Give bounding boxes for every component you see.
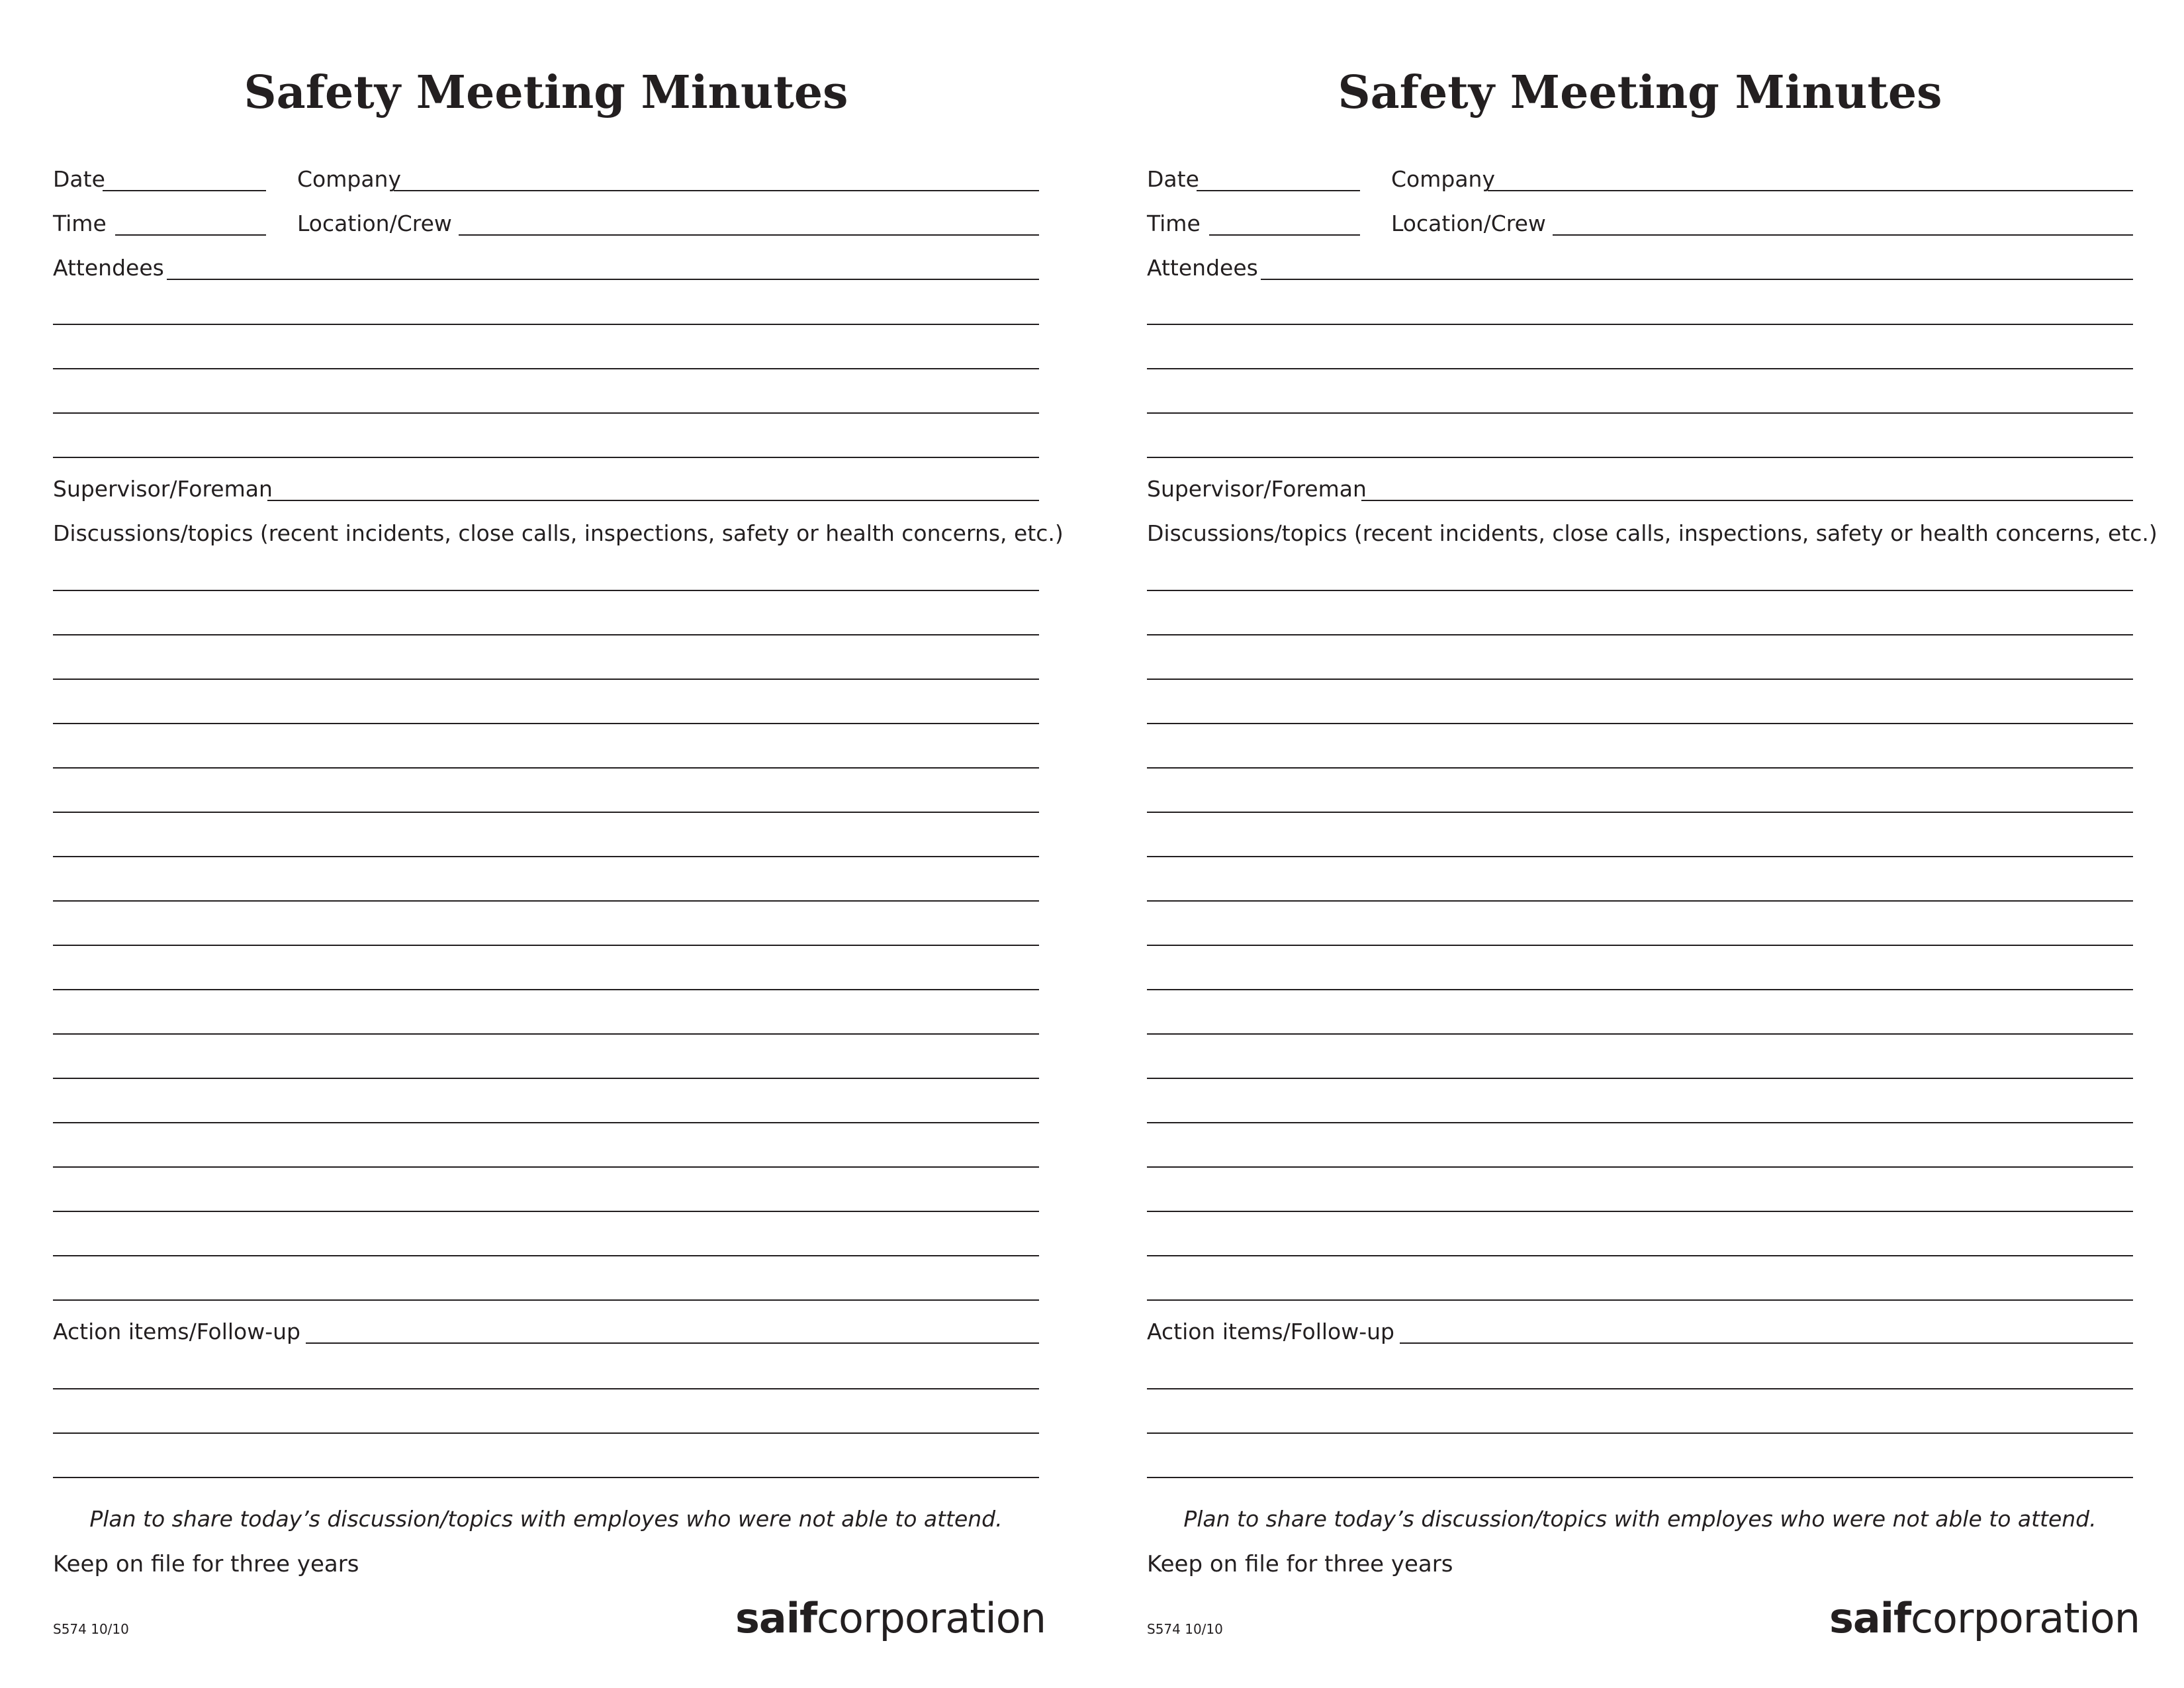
discussion-line[interactable] bbox=[53, 945, 1039, 946]
discussion-line[interactable] bbox=[1147, 1122, 2133, 1123]
discussions-label: Discussions/topics (recent incidents, close calls, inspections, safety or health concerns, etc.) bbox=[1147, 520, 2158, 546]
attendees-line[interactable] bbox=[53, 324, 1039, 325]
form-title: Safety Meeting Minutes bbox=[1338, 66, 1942, 119]
location-field[interactable] bbox=[1553, 234, 2133, 236]
attendees-line[interactable] bbox=[53, 412, 1039, 414]
supervisor-field[interactable] bbox=[267, 500, 1039, 501]
discussion-line[interactable] bbox=[53, 1166, 1039, 1168]
discussion-line[interactable] bbox=[53, 900, 1039, 902]
discussion-line[interactable] bbox=[1147, 723, 2133, 724]
discussion-line[interactable] bbox=[53, 1255, 1039, 1256]
attendees-field[interactable] bbox=[1261, 279, 2133, 280]
discussion-line[interactable] bbox=[53, 1078, 1039, 1079]
logo-bold-part: saif bbox=[735, 1594, 817, 1642]
saif-logo bbox=[735, 1595, 1046, 1642]
action-line[interactable] bbox=[1147, 1388, 2133, 1389]
attendees-line[interactable] bbox=[1147, 324, 2133, 325]
company-field[interactable] bbox=[1488, 190, 2133, 191]
discussion-line[interactable] bbox=[53, 989, 1039, 990]
discussion-line[interactable] bbox=[53, 1122, 1039, 1123]
action-items-row bbox=[1147, 1321, 2133, 1348]
share-note: Plan to share today’s discussion/topics with employes who were not able to attend. bbox=[89, 1506, 1003, 1532]
discussion-line[interactable] bbox=[1147, 634, 2133, 635]
supervisor-label: Supervisor/Foreman bbox=[53, 476, 273, 502]
discussion-line[interactable] bbox=[53, 1299, 1039, 1301]
discussion-line[interactable] bbox=[1147, 900, 2133, 902]
attendees-field[interactable] bbox=[167, 279, 1039, 280]
date-company-row bbox=[53, 166, 1039, 195]
action-items-field[interactable] bbox=[306, 1342, 1039, 1344]
date-company-row bbox=[1147, 166, 2133, 195]
discussion-line[interactable] bbox=[53, 1033, 1039, 1035]
discussion-line[interactable] bbox=[1147, 767, 2133, 769]
discussion-line[interactable] bbox=[53, 679, 1039, 680]
discussion-line[interactable] bbox=[1147, 989, 2133, 990]
date-field[interactable] bbox=[1197, 190, 1360, 191]
attendees-line[interactable] bbox=[1147, 457, 2133, 458]
discussion-line[interactable] bbox=[1147, 1299, 2133, 1301]
discussions-row bbox=[1147, 520, 2158, 549]
supervisor-row bbox=[53, 476, 1039, 505]
discussion-line[interactable] bbox=[1147, 1211, 2133, 1212]
action-line[interactable] bbox=[1147, 1477, 2133, 1478]
action-items-label: Action items/Follow-up bbox=[1147, 1319, 1394, 1344]
company-label: Company bbox=[1391, 166, 1495, 192]
discussion-line[interactable] bbox=[1147, 1033, 2133, 1035]
action-line[interactable] bbox=[53, 1432, 1039, 1434]
action-items-row bbox=[53, 1321, 1039, 1348]
form-right-copy bbox=[1147, 0, 2158, 1688]
discussion-line[interactable] bbox=[1147, 679, 2133, 680]
discussion-line[interactable] bbox=[53, 1211, 1039, 1212]
attendees-row bbox=[53, 255, 1039, 284]
discussion-line[interactable] bbox=[1147, 590, 2133, 591]
discussion-line[interactable] bbox=[1147, 1078, 2133, 1079]
action-line[interactable] bbox=[53, 1477, 1039, 1478]
discussions-label: Discussions/topics (recent incidents, close calls, inspections, safety or health concerns, etc.) bbox=[53, 520, 1064, 546]
attendees-line[interactable] bbox=[53, 457, 1039, 458]
discussion-line[interactable] bbox=[1147, 856, 2133, 857]
attendees-label: Attendees bbox=[1147, 255, 1258, 281]
discussion-line[interactable] bbox=[1147, 1255, 2133, 1256]
supervisor-label: Supervisor/Foreman bbox=[1147, 476, 1367, 502]
time-field[interactable] bbox=[1209, 234, 1360, 236]
time-label: Time bbox=[53, 211, 107, 236]
attendees-label: Attendees bbox=[53, 255, 164, 281]
form-code: S574 10/10 bbox=[53, 1621, 129, 1637]
date-label: Date bbox=[1147, 166, 1199, 192]
company-field[interactable] bbox=[394, 190, 1039, 191]
share-note: Plan to share today’s discussion/topics with employes who were not able to attend. bbox=[1183, 1506, 2097, 1532]
company-label: Company bbox=[297, 166, 401, 192]
discussion-line[interactable] bbox=[53, 634, 1039, 635]
time-location-row bbox=[53, 213, 1039, 240]
time-field[interactable] bbox=[115, 234, 266, 236]
discussion-line[interactable] bbox=[1147, 945, 2133, 946]
discussion-line[interactable] bbox=[1147, 1166, 2133, 1168]
attendees-row bbox=[1147, 255, 2133, 284]
discussion-line[interactable] bbox=[53, 856, 1039, 857]
date-label: Date bbox=[53, 166, 105, 192]
date-field[interactable] bbox=[103, 190, 266, 191]
attendees-line[interactable] bbox=[53, 368, 1039, 369]
discussions-row bbox=[53, 520, 1064, 549]
retention-note: Keep on file for three years bbox=[53, 1551, 359, 1577]
action-line[interactable] bbox=[1147, 1432, 2133, 1434]
discussion-line[interactable] bbox=[53, 723, 1039, 724]
form-title: Safety Meeting Minutes bbox=[244, 66, 848, 119]
discussion-line[interactable] bbox=[53, 767, 1039, 769]
logo-regular-part: corporation bbox=[816, 1594, 1046, 1642]
discussion-line[interactable] bbox=[53, 590, 1039, 591]
location-field[interactable] bbox=[459, 234, 1039, 236]
action-items-field[interactable] bbox=[1400, 1342, 2133, 1344]
retention-note: Keep on file for three years bbox=[1147, 1551, 1453, 1577]
location-label: Location/Crew bbox=[1391, 211, 1546, 236]
form-left-copy bbox=[53, 0, 1064, 1688]
location-label: Location/Crew bbox=[297, 211, 452, 236]
discussion-line[interactable] bbox=[1147, 812, 2133, 813]
supervisor-row bbox=[1147, 476, 2133, 505]
attendees-line[interactable] bbox=[1147, 412, 2133, 414]
saif-logo bbox=[1829, 1595, 2140, 1642]
action-items-label: Action items/Follow-up bbox=[53, 1319, 300, 1344]
discussion-line[interactable] bbox=[53, 812, 1039, 813]
supervisor-field[interactable] bbox=[1361, 500, 2133, 501]
logo-regular-part: corporation bbox=[1910, 1594, 2140, 1642]
time-label: Time bbox=[1147, 211, 1201, 236]
form-code: S574 10/10 bbox=[1147, 1621, 1223, 1637]
time-location-row bbox=[1147, 213, 2133, 240]
action-line[interactable] bbox=[53, 1388, 1039, 1389]
attendees-line[interactable] bbox=[1147, 368, 2133, 369]
logo-bold-part: saif bbox=[1829, 1594, 1911, 1642]
